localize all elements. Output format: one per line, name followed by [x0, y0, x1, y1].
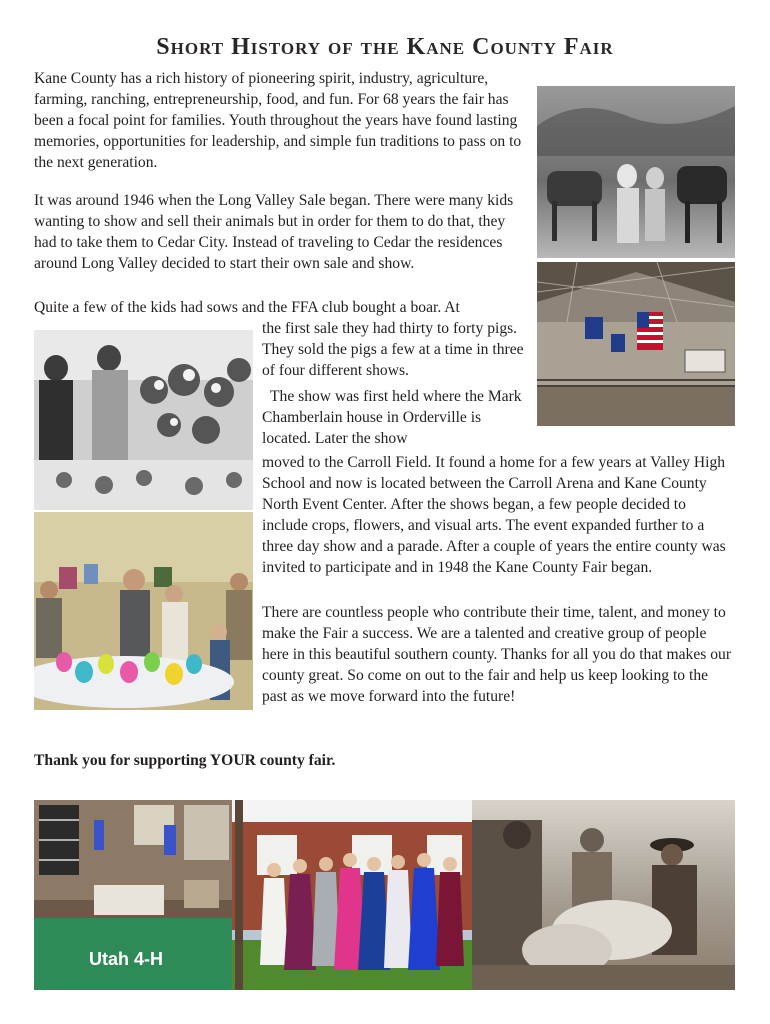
paragraph-intro: Kane County has a rich history of pioneering spirit, industry, agriculture, farming, ranching, entrepreneurship, food, and fun. For 68 years the fair has been a focal point for families. Youth throughout the years have found lasting memories, opportunities for leadership, and simple fun traditions to pass on to the next generation.	[34, 70, 522, 171]
horses-photo	[537, 86, 735, 258]
page-title: Short History of the Kane County Fair	[156, 34, 614, 60]
paragraph-first-held: The show was first held where the Mark Chamberlain house in Orderville is located. Later the show	[262, 388, 522, 447]
arena-flags-photo	[537, 262, 735, 426]
paragraph-long-valley: It was around 1946 when the Long Valley Sale began. There were many kids wanting to show and sell their animals but in order for them to do that, they had to take them to Cedar City. Instead of traveling to Cedar the residences around Long Valley decided to start their own sale and show.	[34, 192, 514, 272]
banner-text: Utah 4-H	[89, 949, 164, 969]
fair-royalty-photo	[232, 800, 472, 990]
paragraph-first-sale: the first sale they had thirty to forty pigs. They sold the pigs a few at a time in three of four different shows.	[262, 320, 524, 379]
paragraph-contributors: There are countless people who contribute their time, talent, and money to make the Fair a success. We are a talented and creative group of people here in this beautiful southern county. Thanks for all you do that makes our county great. So come on out to the fair and help us keep looking to the past as we move forward into the future!	[262, 604, 732, 705]
exhibit-crowd-photo	[34, 512, 253, 710]
paragraph-history-moves: moved to the Carroll Field. It found a home for a few years at Valley High School and now is located between the Carroll Arena and Kane County North Event Center. After the shows began, a few people decided to include crops, flowers, and visual arts. The event expanded further to a three day show and a parade. After a couple of years the entire county was invited to participate and in 1948 the Kane County Fair began.	[262, 454, 726, 576]
thank-you-line: Thank you for supporting YOUR county fair.	[34, 752, 336, 769]
sheep-show-photo	[472, 800, 735, 990]
paragraph-sows-intro: Quite a few of the kids had sows and the FFA club bought a boar. At	[34, 299, 460, 316]
flower-display-photo	[34, 330, 253, 510]
utah-4h-booth-photo	[34, 800, 232, 990]
